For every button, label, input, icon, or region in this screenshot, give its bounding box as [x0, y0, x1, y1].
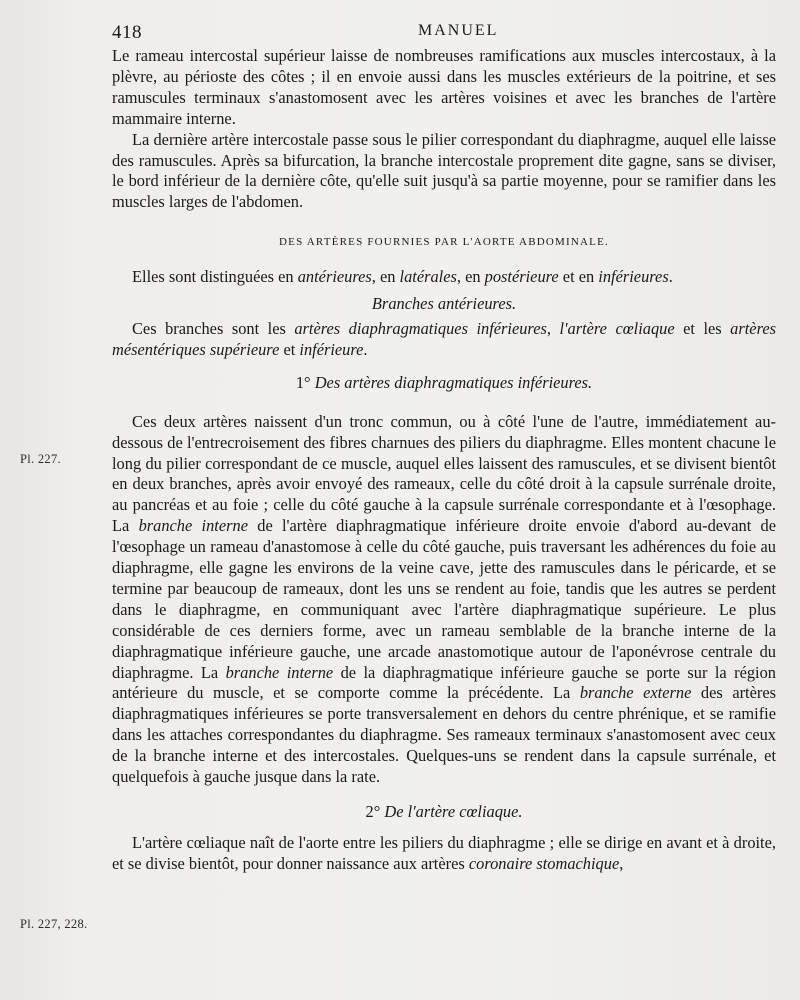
margin-note-plate-227-228: Pl. 227, 228.: [20, 917, 88, 931]
running-head: MANUEL: [418, 22, 499, 39]
paragraph-last-intercostal: La dernière artère intercostale passe sous le pilier correspondant du diaphragme, auquel elle laisse des ramuscules. Après sa bifurcation, la branche intercostale proprement dite gagne, sans se diviser, le bord inférieur de la dernière côte, qu'elle suit jusqu'à sa partie moyenne, pour se ramifier dans les muscles larges de l'abdomen.: [112, 129, 776, 212]
body-text: [112, 46, 776, 875]
page-header: [112, 18, 776, 46]
paragraph-coeliac-artery: L'artère cœliaque naît de l'aorte entre les piliers du diaphragme ; elle se dirige en avant et à droite, et se divise bientôt, pour donner naissance aux artères coronaire stomachique,: [112, 832, 776, 873]
paragraph-intercostal-superior: Le rameau intercostal supérieur laisse de nombreuses ramifications aux muscles intercostaux, à la plèvre, au périoste des côtes ; il en envoie aussi dans les muscles extérieurs de la poitrine, et ses ramuscules terminaux s'anastomosent avec les artères voisines et avec les branches de l'artère mammaire interne.: [112, 46, 776, 128]
page-number: 418: [112, 22, 142, 43]
subsection-title: Branches antérieures.: [371, 294, 517, 314]
paragraph-diaphragmatic-arteries: Ces deux artères naissent d'un tronc commun, ou à côté l'une de l'autre, immédiatement au-dessous de l'entrecroisement des fibres charnues des piliers du diaphragme. Elles montent chacune le long du pilier correspondant de ce muscle, auquel elles laissent des ramuscules, et se divisent bientôt en deux branches, après avoir envoyé des rameaux, celle du côté droit à la capsule surrénale droite, au pancréas et au foie ; celle du côté gauche à la capsule surrénale correspondante et à l'œsophage. La branche interne de l'artère diaphragmatique inférieure droite envoie d'abord au-devant de l'œsophage un rameau d'anastomose à celle du côté gauche, puis traversant les adhérences du foie au diaphragme, elle gagne les environs de la veine cave, jette des ramuscules dans le péricarde, et se termine par beaucoup de rameaux, dont les uns se rendent au foie, tandis que les autres se perdent dans le diaphragme, en communiquant avec l'artère diaphragmatique supérieure. Le plus considérable de ces derniers forme, avec un rameau semblable de la branche interne de la diaphragmatique inférieure gauche, une arcade anastomotique autour de l'aponévrose centrale du diaphragme. La branche interne de la diaphragmatique inférieure gauche se porte sur la région antérieure du muscle, et se comporte comme la précédente. La branche externe des artères diaphragmatiques inférieures se porte transversalement en dehors du centre phrénique, et se ramifie dans les attaches correspondantes du diaphragme. Ses rameaux terminaux s'anastomosent avec ceux de la branche interne et des intercostales. Quelques-uns se rendent dans la capsule surrénale, et quelquefois à gauche jusque dans la rate.: [112, 411, 777, 787]
paragraph-classification: Elles sont distinguées en antérieures, en latérales, en postérieure et en inférieures.: [132, 267, 673, 287]
section-title: DES ARTÈRES FOURNIES PAR L'AORTE ABDOMINALE.: [279, 236, 609, 249]
margin-note-plate-227: Pl. 227.: [20, 452, 61, 466]
paragraph-anterior-branches: Ces branches sont les artères diaphragmatiques inférieures, l'artère cœliaque et les artères mésentériques supérieure et inférieure.: [112, 318, 776, 359]
heading-diaphragmatic-arteries: 1° Des artères diaphragmatiques inférieures.: [295, 372, 593, 392]
heading-coeliac-artery: 2° De l'artère cœliaque.: [365, 802, 523, 821]
